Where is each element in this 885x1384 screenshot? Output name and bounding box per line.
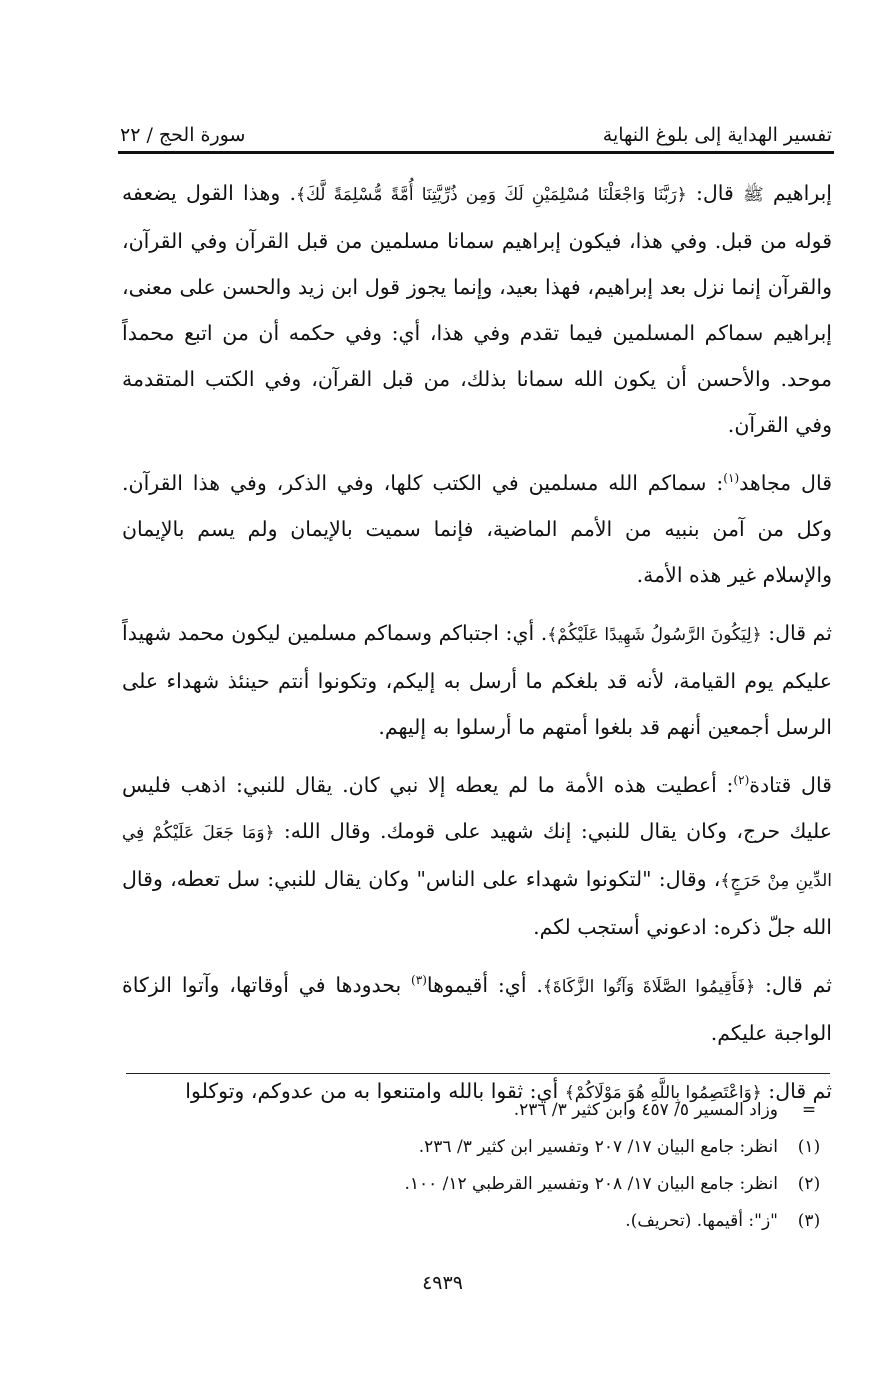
paragraph <box>122 962 832 1056</box>
footnote-number: = <box>801 1100 817 1120</box>
text-run: . وهذا القول يضعفه قوله من قبل. وفي هذا، فيكون إبراهيم سمانا مسلمين من قبل القرآن وفي القرآن، والقرآن إنما نزل بعد إبراهيم، فهذا بعيد، وإنما يجوز قول ابن زيد والحسن على معنى، إبراهيم سماكم المسلمين فيما تقدم وفي هذا، أي: وفي حكمه أن من اتبع محمداً موحد. والأحسن أن يكون الله سمانا بذلك، من قبل القرآن، وفي الكتب المتقدمة وفي القرآن. <box>122 181 832 437</box>
header-divider <box>118 151 834 154</box>
footnote-text: "ز": أقيمها. (تحريف). <box>625 1211 778 1231</box>
footnotes <box>120 1092 832 1240</box>
paragraph <box>122 610 832 750</box>
text-run: ثم قال: <box>755 973 832 997</box>
footnote-item <box>120 1129 832 1166</box>
text-run: ثم قال: <box>761 621 833 645</box>
text-run: . أي: اجتباكم وسماكم مسلمين ليكون محمد شهيداً عليكم يوم القيامة، لأنه قد بلغكم ما أرسل به إليكم، وتكونوا أنتم حينئذ شهداء على الرسل أجمعين أنهم قد بلغوا أمتهم ما أرسلوا به إليهم. <box>122 621 832 739</box>
quran-verse: ﴿وَاعْتَصِمُوا بِاللَّهِ هُوَ مَوْلَاكُمْ﴾ <box>564 1083 762 1103</box>
footnote-divider <box>126 1073 830 1074</box>
footnote-item <box>120 1092 832 1129</box>
quran-verse: ﴿رَبَّنَا وَاجْعَلْنَا مُسْلِمَيْنِ لَكَ وَمِن ذُرِّيَّتِنَا أُمَّةً مُّسْلِمَةً لَّكَ﴾ <box>296 185 687 205</box>
text-run: ، وقال: "لتكونوا شهداء على الناس" وكان يقال للنبي: سل تعطه، وقال الله جلّ ذكره: ادعوني أستجب لكم. <box>122 867 832 939</box>
book-title: تفسير الهداية إلى بلوغ النهاية <box>602 124 832 146</box>
footnote-item <box>120 1203 832 1240</box>
text-run: أي: ثقوا بالله وامتنعوا به من عدوكم، وتوكلوا <box>185 1079 565 1103</box>
footnote-text: انظر: جامع البيان ١٧/ ٢٠٨ وتفسير القرطبي ١٢/ ١٠٠. <box>404 1174 778 1194</box>
text-run: : أعطيت هذه الأمة ما لم يعطه إلا نبي كان. يقال للنبي: اذهب فليس عليك حرج، وكان يقال للنبي: إنك شهيد على قومك. وقال الله: <box>122 773 832 843</box>
text-run: قال مجاهد <box>739 471 832 495</box>
paragraph <box>122 762 832 950</box>
footnote-marker: (٣) <box>411 973 427 988</box>
surah-reference: سورة الحج / ٢٢ <box>120 124 246 146</box>
footnote-number: (١) <box>797 1137 821 1157</box>
footnote-marker: (٢) <box>733 773 750 788</box>
quran-verse: ﴿لِيَكُونَ الرَّسُولُ شَهِيدًا عَلَيْكُمْ﴾ <box>547 625 762 645</box>
quran-verse: ﴿فَأَقِيمُوا الصَّلَاةَ وَآتُوا الزَّكَاةَ﴾ <box>542 977 756 997</box>
footnote-number: (٢) <box>797 1174 821 1194</box>
running-header <box>120 112 832 146</box>
paragraph <box>122 460 832 598</box>
text-run: إبراهيم <box>763 181 832 205</box>
footnote-text: انظر: جامع البيان ١٧/ ٢٠٧ وتفسير ابن كثير ٣/ ٢٣٦. <box>418 1137 778 1157</box>
footnote-item <box>120 1166 832 1203</box>
paragraph <box>122 170 832 448</box>
text-run: ثم قال: <box>761 1079 832 1103</box>
main-text <box>122 170 832 1128</box>
footnote-marker: (١) <box>723 471 740 486</box>
text-run: . أي: أقيموها <box>426 973 543 997</box>
text-run: : سماكم الله مسلمين في الكتب كلها، وفي الذكر، وفي هذا القرآن. وكل من آمن بنبيه من الأمم الماضية، فإنما سميت بالإيمان ولم يسم بالإيمان والإسلام غير هذه الأمة. <box>122 471 832 587</box>
text-run: قال قتادة <box>749 773 832 797</box>
page-number: ٤٩٣٩ <box>422 1272 463 1294</box>
quran-verse: ﴿وَمَا جَعَلَ عَلَيْكُمْ فِي الدِّينِ مِنْ حَرَجٍ﴾ <box>122 823 832 891</box>
footnote-text: وزاد المسير ٥/ ٤٥٧ وابن كثير ٣/ ٢٣٦. <box>513 1100 778 1120</box>
text-run: بحدودها في أوقاتها، وآتوا الزكاة الواجبة عليكم. <box>122 973 832 1045</box>
text-run: قال: <box>686 181 744 205</box>
quran-verse: ﷺ <box>743 185 764 205</box>
footnote-number: (٣) <box>797 1211 821 1231</box>
